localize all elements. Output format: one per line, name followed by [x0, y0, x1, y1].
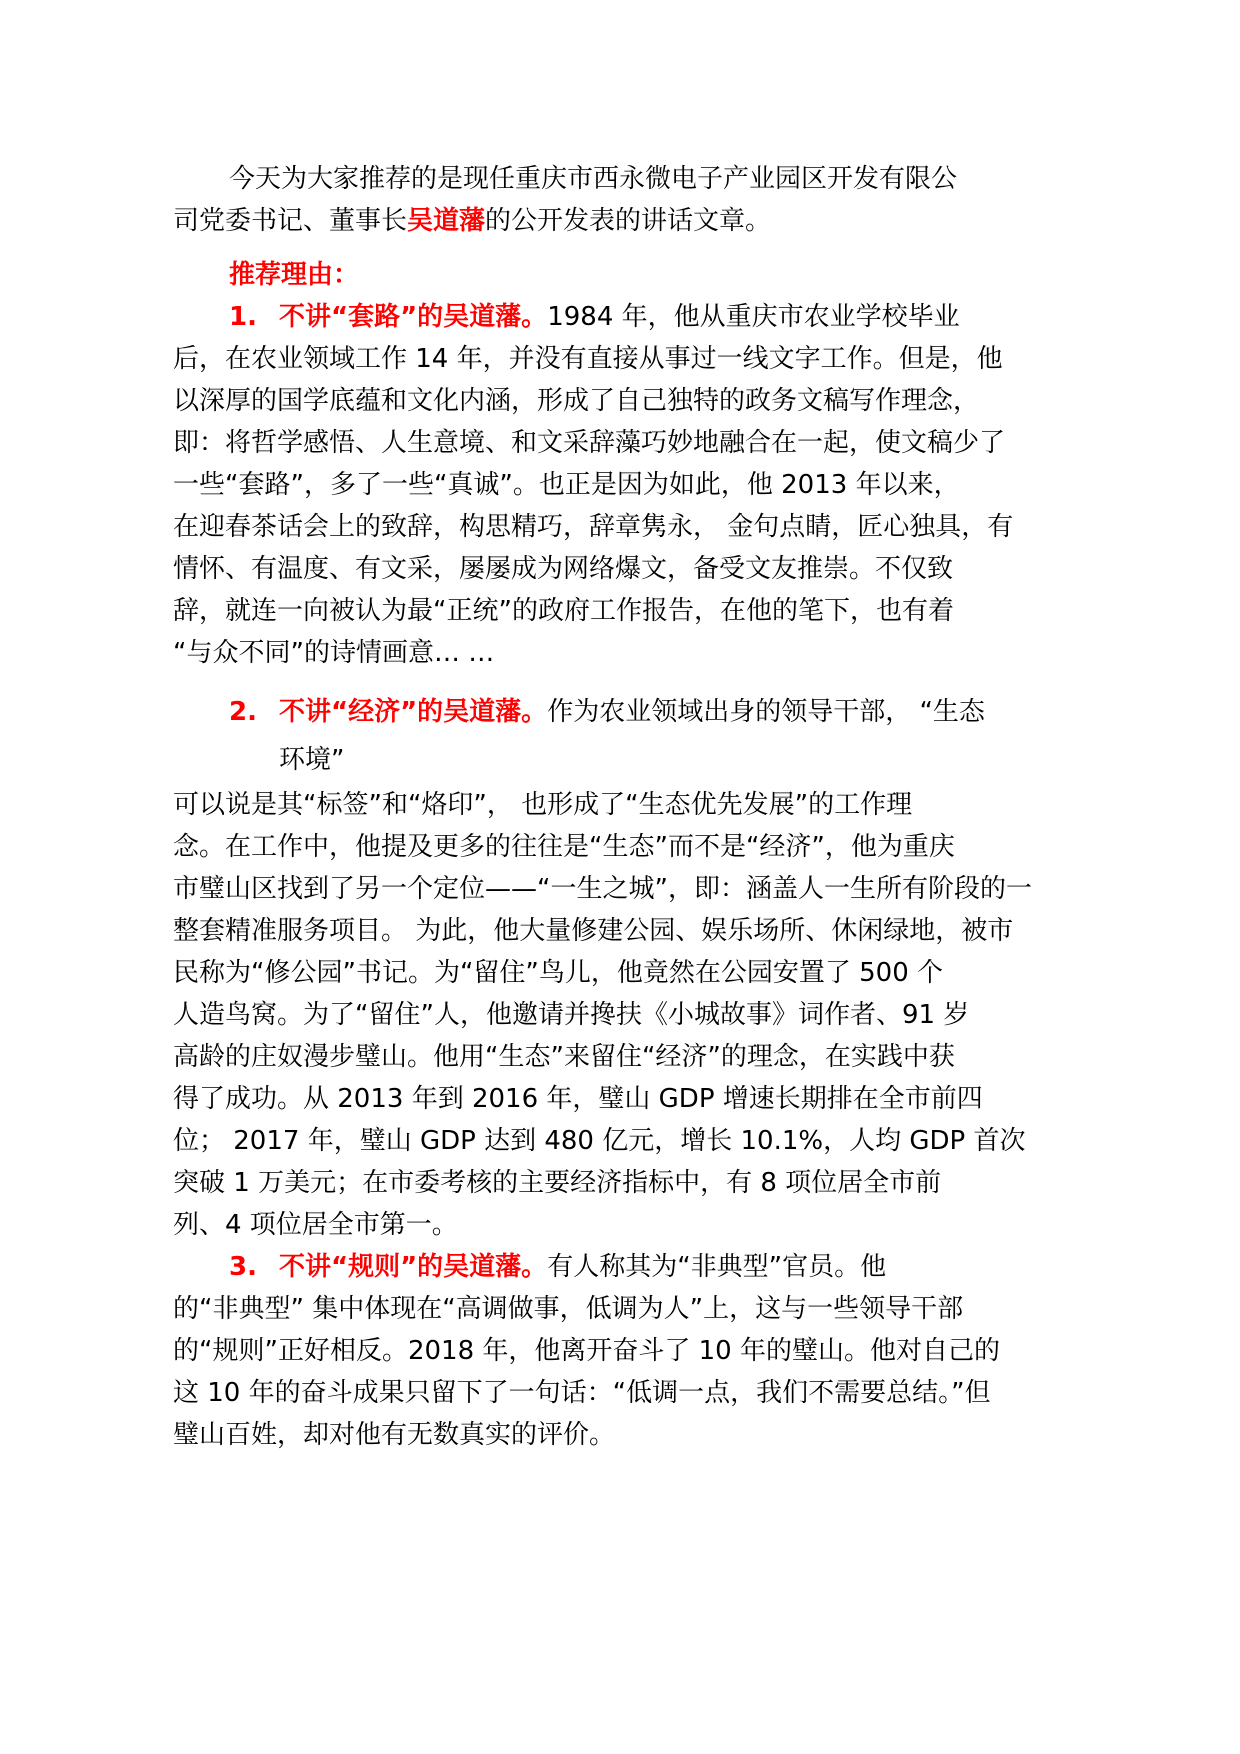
paragraph-text: 民称为“修公园”书记。为“留住”鸟儿，他竟然在公园安置了 500 个: [173, 958, 944, 988]
paragraph-line: [173, 548, 1093, 590]
list-item-1-first-line: [173, 296, 1093, 338]
paragraph-text: 这 10 年的奋斗成果只留下了一句话：“低调一点，我们不需要总结。”但: [173, 1378, 991, 1408]
paragraph-line: [173, 506, 1093, 548]
paragraph-text: 高龄的庄奴漫步璧山。他用“生态”来留住“经济”的理念，在实践中获: [173, 1042, 955, 1072]
paragraph-line: [173, 994, 1093, 1036]
intro-text-1: 今天为大家推荐的是现任重庆市西永微电子产业园区开发有限公: [229, 164, 958, 194]
paragraph-text: “与众不同”的诗情画意… …: [173, 638, 495, 668]
list-item-2-text: 作为农业领域出身的领导干部， “生态: [547, 697, 985, 727]
paragraph-text: 位； 2017 年，璧山 GDP 达到 480 亿元，增长 10.1%，人均 GDP 首次: [173, 1126, 1026, 1156]
highlighted-name: 吴道藩: [407, 206, 486, 236]
list-item-2-first-line: [173, 688, 1093, 736]
paragraph-text: 可以说是其“标签”和“烙印”， 也形成了“生态优先发展”的工作理: [173, 790, 913, 820]
paragraph-line: [173, 868, 1093, 910]
paragraph-text: 一些“套路”，多了一些“真诚”。也正是因为如此，他 2013 年以来，: [173, 470, 960, 500]
paragraph-text: 念。在工作中，他提及更多的往往是“生态”而不是“经济”，他为重庆: [173, 832, 955, 862]
paragraph-line: [173, 464, 1093, 506]
list-item-1-text: 1984 年，他从重庆市农业学校毕业: [547, 302, 960, 332]
intro-text-2b: 的公开发表的讲话文章。: [485, 206, 772, 236]
paragraph-text: 得了成功。从 2013 年到 2016 年，璧山 GDP 增速长期排在全市前四: [173, 1084, 983, 1114]
paragraph-line: [173, 1162, 1093, 1204]
intro-line-1: [173, 158, 1093, 200]
list-item-3-first-line: [173, 1246, 1093, 1288]
paragraph-text: 后，在农业领域工作 14 年，并没有直接从事过一线文字工作。但是，他: [173, 344, 1003, 374]
paragraph-line: [173, 422, 1093, 464]
reason-heading-text: 推荐理由：: [229, 260, 360, 290]
paragraph-line: [173, 338, 1093, 380]
paragraph-text: 以深厚的国学底蕴和文化内涵，形成了自己独特的政务文稿写作理念，: [173, 386, 980, 416]
paragraph-line: [173, 1120, 1093, 1162]
list-item-1-number: 1.: [229, 302, 257, 332]
list-item-3-title: 不讲“规则”的吴道藩。: [279, 1252, 548, 1282]
intro-line-2: [173, 200, 1093, 242]
paragraph-line: [173, 784, 1093, 826]
paragraph-text: 环境”: [279, 745, 345, 775]
paragraph-text: 列、4 项位居全市第一。: [173, 1210, 458, 1240]
paragraph-line: [173, 1330, 1093, 1372]
paragraph-text: 辞，就连一向被认为最“正统”的政府工作报告，在他的笔下，也有着: [173, 596, 954, 626]
paragraph-line: [173, 1036, 1093, 1078]
paragraph-text: 情怀、有温度、有文采，屡屡成为网络爆文，备受文友推崇。不仅致: [173, 554, 954, 584]
paragraph-line: [173, 1372, 1093, 1414]
paragraph-text: 在迎春茶话会上的致辞，构思精巧，辞章隽永， 金句点睛，匠心独具，有: [173, 512, 1014, 542]
paragraph-line: [173, 826, 1093, 868]
list-item-3-number: 3.: [229, 1252, 257, 1282]
paragraph-text: 市璧山区找到了另一个定位——“一生之城”，即：涵盖人一生所有阶段的一: [173, 874, 1032, 904]
paragraph-text: 的“规则”正好相反。2018 年，他离开奋斗了 10 年的璧山。他对自己的: [173, 1336, 1000, 1366]
paragraph-line: [173, 1288, 1093, 1330]
paragraph-text: 的“非典型” 集中体现在“高调做事，低调为人”上，这与一些领导干部: [173, 1294, 964, 1324]
paragraph-line: [173, 590, 1093, 632]
intro-text-2a: 司党委书记、董事长: [173, 206, 408, 236]
paragraph-line: [173, 1204, 1093, 1246]
paragraph-line: [173, 380, 1093, 422]
list-item-3-text: 有人称其为“非典型”官员。他: [547, 1252, 887, 1282]
reason-heading: [173, 254, 1093, 296]
paragraph-text: 整套精准服务项目。 为此，他大量修建公园、娱乐场所、休闲绿地，被市: [173, 916, 1014, 946]
paragraph-line: [173, 1078, 1093, 1120]
list-item-2-hanging-line: [173, 736, 1093, 784]
list-item-2-number: 2.: [229, 697, 257, 727]
paragraph-text: 即：将哲学感悟、人生意境、和文采辞藻巧妙地融合在一起，使文稿少了: [173, 428, 1006, 458]
paragraph-line: [173, 1414, 1093, 1456]
paragraph-line: [173, 952, 1093, 994]
paragraph-line: [173, 910, 1093, 952]
list-item-1-title: 不讲“套路”的吴道藩。: [279, 302, 548, 332]
paragraph-text: 璧山百姓，却对他有无数真实的评价。: [173, 1420, 616, 1450]
list-item-2-title: 不讲“经济”的吴道藩。: [279, 697, 548, 727]
paragraph-line: [173, 632, 1093, 674]
document-body: [173, 158, 1093, 1456]
paragraph-text: 突破 1 万美元；在市委考核的主要经济指标中，有 8 项位居全市前: [173, 1168, 942, 1198]
paragraph-text: 人造鸟窝。为了“留住”人，他邀请并搀扶《小城故事》词作者、91 岁: [173, 1000, 970, 1030]
